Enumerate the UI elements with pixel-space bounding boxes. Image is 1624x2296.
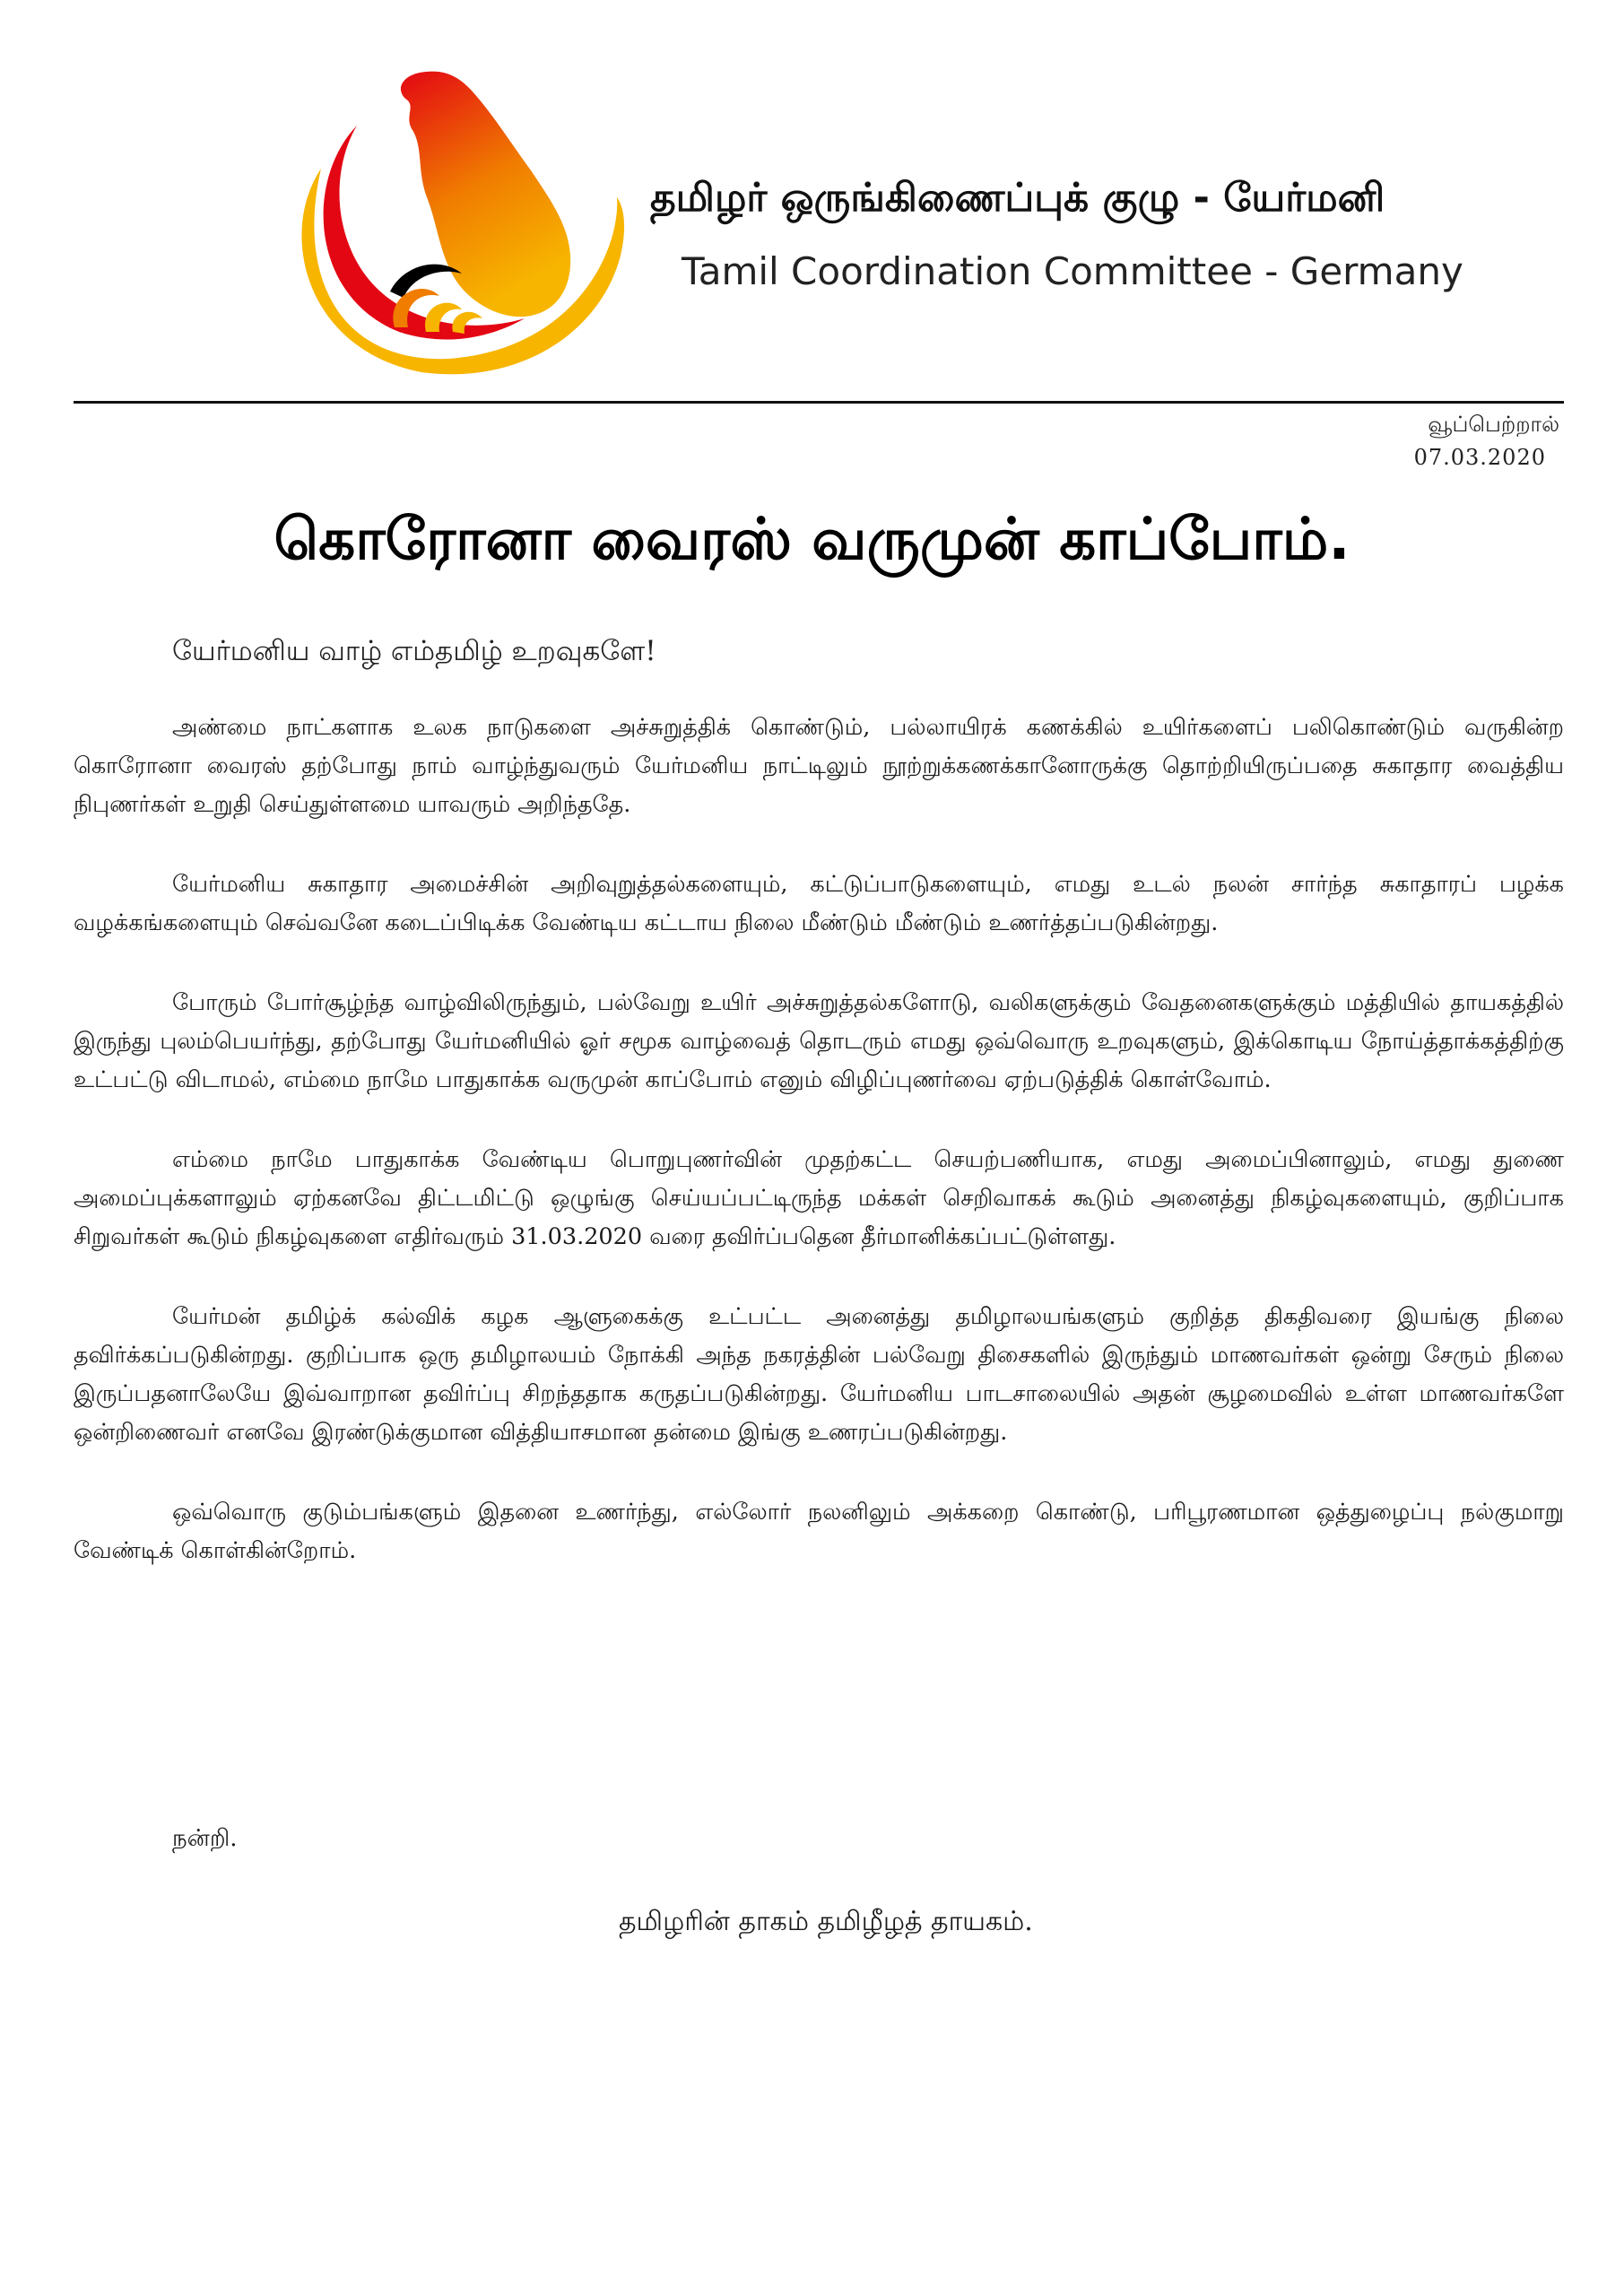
document-title: கொரோனா வைரஸ் வருமுன் காப்போம். [274,507,1350,573]
letter-body [74,709,1564,1612]
paragraph: யேர்மனிய சுகாதார அமைச்சின் அறிவுறுத்தல்களையும், கட்டுப்பாடுகளையும், எமது உடல் நலன் சார்ந்த சுகாதாரப் பழக்க வழக்கங்களையும் செவ்வனே கடைப்பிடிக்க வேண்டிய கட்டாய நிலை மீண்டும் மீண்டும் உணர்த்தப்படுகின்றது. [74,871,1564,936]
place: வூப்பெற்றால் [1428,412,1559,437]
organization-logo [269,63,646,386]
paragraph: யேர்மன் தமிழ்க் கல்விக் கழக ஆளுகைக்கு உட்பட்ட அனைத்து தமிழாலயங்களும் குறித்த திகதிவரை இயங்கு நிலை தவிர்க்கப்படுகின்றது. குறிப்பாக ஒரு தமிழாலயம் நோக்கி அந்த நகரத்தின் பல்வேறு திசைகளில் இருந்தும் மாணவர்கள் ஒன்று சேரும் நிலை இருப்பதனாலேயே இவ்வாறான தவிர்ப்பு சிறந்ததாக கருதப்படுகின்றது. யேர்மனிய பாடசாலையில் அதன் சூழமைவில் உள்ள மாணவர்களே ஒன்றிணைவர் எனவே இரண்டுக்குமான வித்தியாசமான தன்மை இங்கு உணரப்படுகின்றது. [74,1303,1564,1446]
paragraph: ஒவ்வொரு குடும்பங்களும் இதனை உணர்ந்து, எல்லோர் நலனிலும் அக்கறை கொண்டு, பரிபூரணமான ஒத்துழைப்பு நல்குமாறு வேண்டிக் கொள்கின்றோம். [74,1499,1564,1564]
paragraph: அண்மை நாட்களாக உலக நாடுகளை அச்சுறுத்திக் கொண்டும், பல்லாயிரக் கணக்கில் உயிர்களைப் பலிகொண்டும் வருகின்ற கொரோனா வைரஸ் தற்போது நாம் வாழ்ந்துவரும் யேர்மனிய நாட்டிலும் நூற்றுக்கணக்கானோருக்கு தொற்றியிருப்பதை சுகாதார வைத்திய நிபுணர்கள் உறுதி செய்துள்ளமை யாவரும் அறிந்ததே. [74,714,1564,818]
logo-island [401,72,570,317]
date: 07.03.2020 [1413,445,1546,470]
header-divider [74,401,1564,404]
organization-name-english: Tamil Coordination Committee - Germany [682,249,1463,293]
paragraph: போரும் போர்சூழ்ந்த வாழ்விலிருந்தும், பல்வேறு உயிர் அச்சுறுத்தல்களோடு, வலிகளுக்கும் வேதனைகளுக்கும் மத்தியில் தாயகத்தில் இருந்து புலம்பெயர்ந்து, தற்போது யேர்மனியில் ஓர் சமூக வாழ்வைத் தொடரும் எமது ஒவ்வொரு உறவுகளும், இக்கொடிய நோய்த்தாக்கத்திற்கு உட்பட்டு விடாமல், எம்மை நாமே பாதுகாக்க வருமுன் காப்போம் எனும் விழிப்புணர்வை ஏற்படுத்திக் கொள்வோம். [74,989,1564,1093]
paragraph: எம்மை நாமே பாதுகாக்க வேண்டிய பொறுபுணர்வின் முதற்கட்ட செயற்பணியாக, எமது அமைப்பினாலும், எமது துணை அமைப்புக்களாலும் ஏற்கனவே திட்டமிட்டு ஒழுங்கு செய்யப்பட்டிருந்த மக்கள் செறிவாகக் கூடும் அனைத்து நிகழ்வுகளையும், குறிப்பாக சிறுவர்கள் கூடும் நிகழ்வுகளை எதிர்வரும் 31.03.2020 வரை தவிர்ப்பதென தீர்மானிக்கப்பட்டுள்ளது. [74,1146,1564,1250]
salutation: யேர்மனிய வாழ் எம்தமிழ் உறவுகளே! [172,635,656,667]
place-and-date [1414,408,1559,474]
closing-thanks: நன்றி. [172,1825,238,1852]
closing-slogan: தமிழரின் தாகம் தமிழீழத் தாயகம். [619,1906,1033,1937]
organization-name-tamil: தமிழர் ஒருங்கிணைப்புக் குழு - யேர்மனி [650,175,1385,221]
